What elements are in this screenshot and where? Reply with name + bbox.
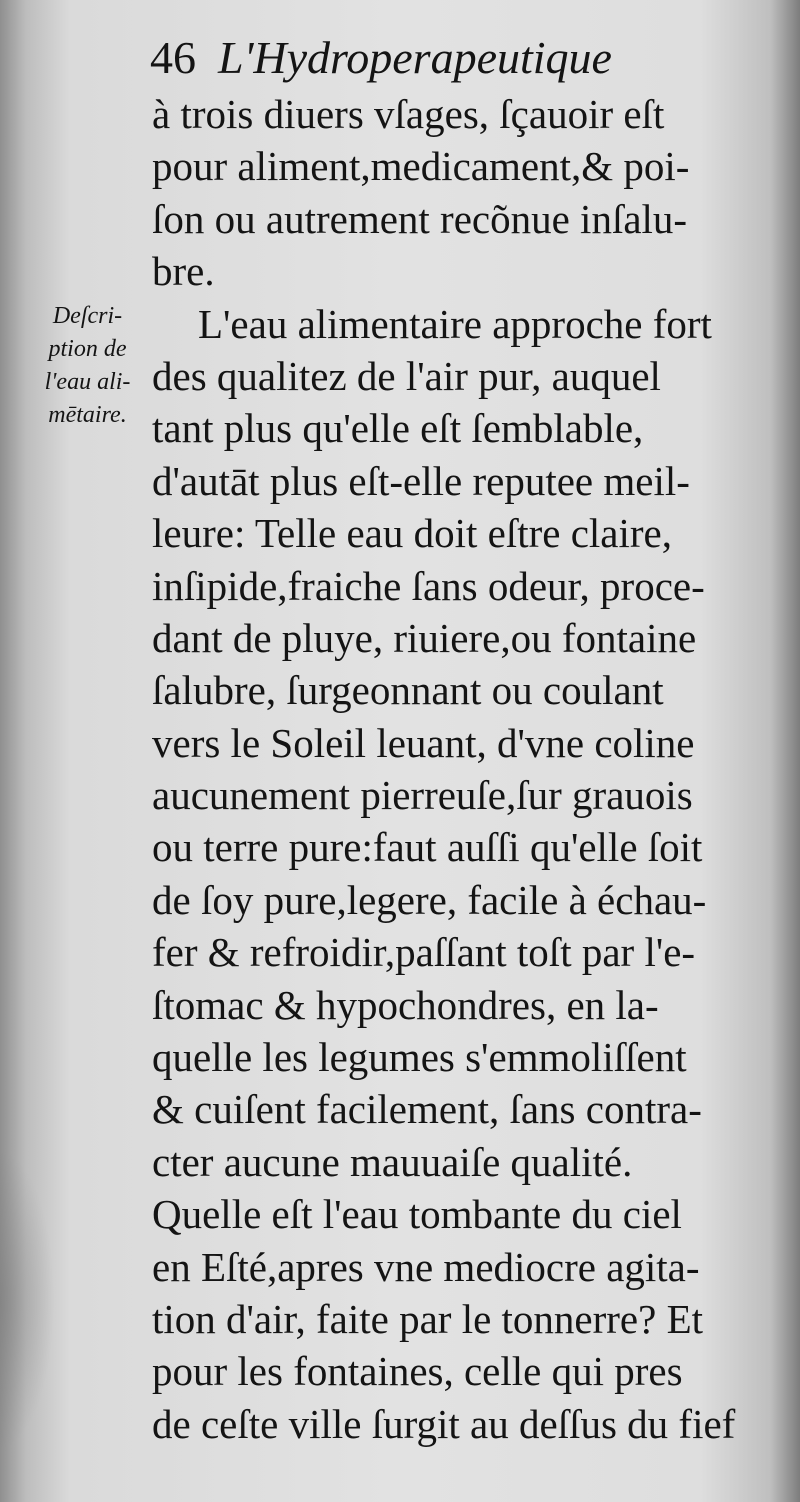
page-number: 46 (150, 32, 196, 83)
text-line: ou terre pure:faut auſſi qu'elle ſoit (152, 824, 703, 871)
text-line: de ceſte ville ſurgit au deſſus du fief (152, 1400, 736, 1447)
margin-note (30, 300, 145, 432)
text-line: L'eau alimentaire approche fort (198, 300, 712, 347)
text-line: pour aliment,medicament,& poi- (152, 143, 690, 190)
margin-note-line: l'eau ali- (44, 369, 131, 395)
text-line: aucunement pierreuſe,ſur grauois (152, 772, 693, 819)
text-line: leure: Telle eau doit eſtre claire, (152, 510, 672, 557)
text-line: fer & refroidir,paſſant toſt par l'e- (152, 929, 696, 976)
text-line: inſipide,fraiche ſans odeur, proce- (152, 562, 705, 609)
margin-note-line: mētaire. (48, 402, 127, 428)
text-line: dant de pluye, riuiere,ou fontaine (152, 614, 697, 661)
text-line: à trois diuers vſages, ſçauoir eſt (152, 91, 665, 137)
text-line: & cuiſent facilement, ſans contra- (152, 1086, 702, 1133)
margin-note-line: Deſcri- (52, 303, 123, 329)
text-line: ſalubre, ſurgeonnant ou coulant (152, 667, 664, 714)
text-line: tion d'air, faite par le tonnerre? Et (152, 1295, 704, 1342)
text-line: d'autāt plus eſt-elle reputee meil- (152, 457, 690, 504)
text-line: pour les fontaines, celle qui pres (152, 1348, 683, 1395)
text-line: tant plus qu'elle eſt ſemblable, (152, 405, 644, 452)
body-text (152, 88, 764, 1450)
text-line: Quelle eſt l'eau tombante du ciel (152, 1191, 682, 1238)
text-line: bre. (152, 248, 215, 295)
text-line: de ſoy pure,legere, facile à échau- (152, 876, 707, 923)
text-line: des qualitez de l'air pur, auquel (152, 352, 661, 399)
text-line: vers le Soleil leuant, d'vne coline (152, 719, 695, 766)
running-header (150, 28, 770, 88)
margin-note-line: ption de (48, 336, 127, 362)
text-line: cter aucune mauuaiſe qualité. (152, 1138, 633, 1185)
text-line: ſon ou autrement recõnue inſalu- (152, 195, 688, 242)
text-line: quelle les legumes s'emmoliſſent (152, 1034, 687, 1081)
running-title: L'Hydroperapeutique (218, 32, 612, 83)
text-line: ſtomac & hypochondres, en la- (152, 981, 659, 1028)
paper-stain (0, 1150, 55, 1450)
text-line: en Eſté,apres vne mediocre agita- (152, 1243, 700, 1290)
